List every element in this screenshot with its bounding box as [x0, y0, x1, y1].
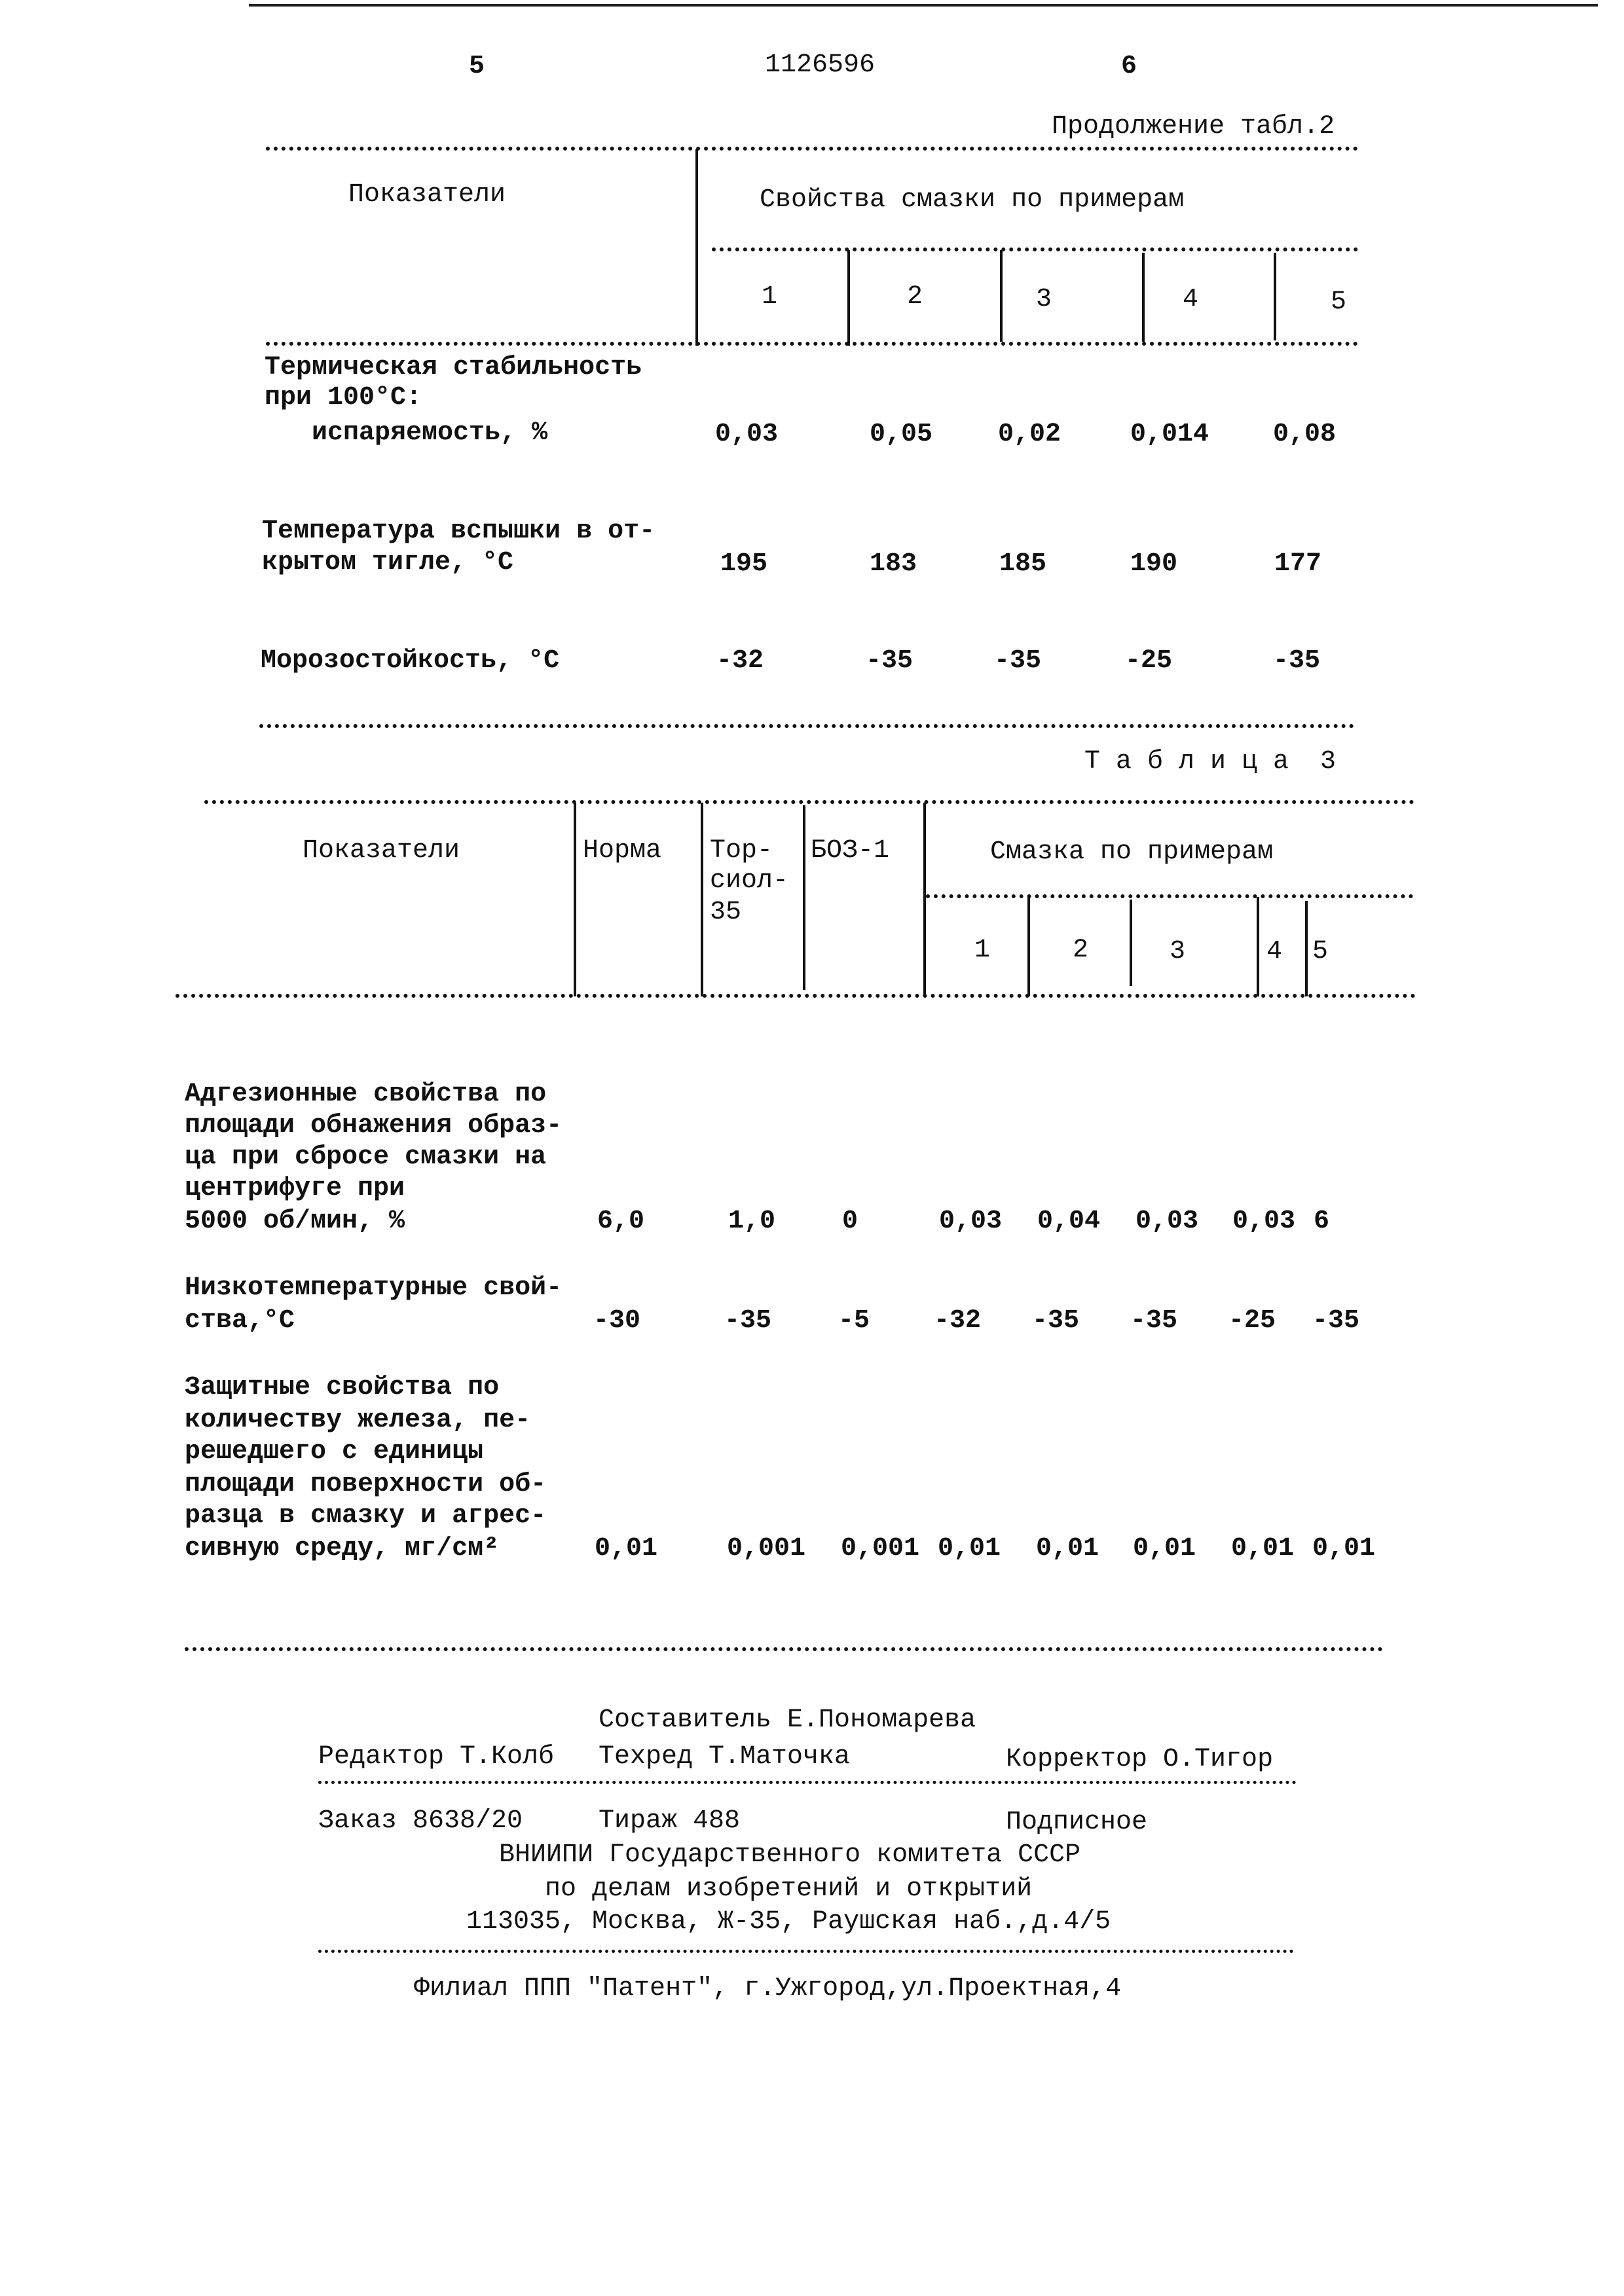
table2-top-rule: [266, 147, 1358, 151]
table2-example-3: 3: [1036, 285, 1052, 314]
table3-example-4: 4: [1266, 937, 1283, 966]
table2-group-header: Свойства смазки по примерам: [760, 185, 1185, 215]
table3-group-header: Смазка по примерам: [990, 837, 1274, 867]
table2-subcol-divider: [847, 250, 850, 346]
cell-value: -35: [724, 1306, 772, 1336]
row-label-line: центрифуге при: [185, 1174, 405, 1203]
cell-value: 0,001: [727, 1534, 806, 1563]
row-label-line: при 100°С:: [265, 383, 422, 412]
table2-subcol-divider: [1274, 253, 1276, 340]
row-label-line: Температура вспышки в от-: [262, 517, 655, 546]
table3-col-divider: [574, 803, 576, 996]
table3-bottom-rule: [185, 1647, 1383, 1651]
cell-value: -32: [934, 1306, 982, 1336]
cell-value: 6,0: [597, 1207, 645, 1236]
imprint-circulation: Тираж 488: [599, 1806, 741, 1836]
cell-value: -35: [1032, 1306, 1080, 1336]
table2-header-bottom-rule: [266, 342, 1358, 346]
cell-value: 0,03: [715, 420, 779, 449]
cell-value: 0,08: [1273, 420, 1337, 449]
imprint-order: Заказ 8638/20: [318, 1806, 523, 1836]
page-number-left: 5: [469, 52, 485, 81]
table3-caption: Т а б л и ц а 3: [1084, 747, 1337, 776]
cell-value: 0,01: [1133, 1534, 1196, 1563]
table3-col-divider: [701, 803, 703, 996]
table3-col-divider: [923, 803, 926, 996]
table2-subcol-divider: [1000, 250, 1003, 342]
cell-value: 177: [1274, 549, 1322, 579]
imprint-compiler: Составитель Е.Пономарева: [599, 1705, 976, 1735]
cell-value: 6: [1314, 1207, 1330, 1236]
row-label-line: площади обнажения образ-: [185, 1111, 563, 1140]
table3-example-3: 3: [1170, 937, 1186, 966]
table3-subheader-rule: [926, 894, 1413, 898]
row-label-line: Термическая стабильность: [265, 353, 642, 382]
table3-example-5: 5: [1312, 937, 1329, 966]
table3-col-header-boz: БОЗ-1: [811, 836, 890, 866]
imprint-subscription: Подписное: [1006, 1808, 1148, 1837]
page-number-right: 6: [1121, 52, 1137, 81]
row-label-line: Низкотемпературные свой-: [185, 1273, 563, 1303]
imprint-corrector: Корректор О.Тигор: [1006, 1745, 1274, 1774]
imprint-org-line2: по делам изобретений и открытий: [545, 1874, 1033, 1904]
cell-value: -35: [866, 646, 913, 676]
table3-subcol-divider: [1257, 897, 1259, 996]
table2-caption: Продолжение табл.2: [1052, 112, 1335, 141]
cell-value: 0,03: [1232, 1207, 1296, 1236]
cell-value: 0,01: [1231, 1534, 1295, 1563]
cell-value: -35: [1273, 646, 1321, 676]
cell-value: -35: [994, 646, 1042, 676]
scan-top-edge: [249, 4, 1598, 7]
table3-subcol-divider: [1305, 901, 1308, 996]
imprint-branch: Филиал ППП "Патент", г.Ужгород,ул.Проектная,4: [414, 1974, 1122, 2003]
row-label-line: ства,°С: [185, 1306, 295, 1336]
row-label-line: Адгезионные свойства по: [185, 1080, 547, 1109]
imprint-address: 113035, Москва, Ж-35, Раушская наб.,д.4/5: [466, 1907, 1111, 1937]
row-label-line: 5000 об/мин, %: [185, 1207, 405, 1236]
cell-value: -35: [1130, 1306, 1178, 1336]
cell-value: -25: [1228, 1306, 1276, 1336]
table3-col-header-torsiol-line: 35: [710, 898, 742, 927]
cell-value: 1,0: [728, 1207, 776, 1236]
imprint-editor: Редактор Т.Колб: [318, 1742, 555, 1772]
table3-col-header-torsiol-line: сиол-: [710, 866, 789, 896]
table3-subcol-divider: [1027, 897, 1030, 996]
table2-bottom-rule: [259, 724, 1354, 728]
table3-col-header-norm: Норма: [583, 836, 662, 866]
cell-value: 0: [842, 1207, 858, 1236]
cell-value: -5: [838, 1306, 870, 1336]
cell-value: 0,03: [939, 1207, 1003, 1236]
row-label-line: решедшего с единицы: [185, 1437, 484, 1467]
cell-value: 0,01: [1036, 1534, 1099, 1563]
table3-example-1: 1: [974, 936, 991, 965]
cell-value: 0,001: [841, 1534, 920, 1563]
table2-subheader-rule: [712, 247, 1358, 251]
imprint-techred: Техред Т.Маточка: [599, 1742, 851, 1772]
cell-value: 185: [999, 549, 1047, 579]
cell-value: -35: [1312, 1306, 1360, 1336]
table2-subcol-divider: [1142, 253, 1145, 342]
cell-value: 0,014: [1130, 420, 1209, 449]
row-label-line: испаряемость, %: [265, 418, 548, 448]
cell-value: -25: [1125, 646, 1173, 676]
imprint-rule: [318, 1950, 1294, 1953]
cell-value: 190: [1130, 549, 1178, 579]
row-label-line: площади поверхности об-: [185, 1470, 547, 1499]
table2-divider: [695, 149, 698, 346]
table3-col-header-indicators: Показатели: [303, 836, 460, 866]
row-label-line: ца при сбросе смазки на: [185, 1142, 547, 1172]
row-label-line: Морозостойкость, °С: [261, 646, 560, 676]
table2-example-1: 1: [762, 282, 778, 312]
table3-col-divider: [803, 805, 805, 990]
cell-value: 0,02: [998, 420, 1061, 449]
cell-value: 0,01: [1312, 1534, 1376, 1563]
cell-value: 195: [720, 549, 768, 579]
cell-value: 0,01: [938, 1534, 1001, 1563]
cell-value: 183: [870, 549, 917, 579]
row-label-line: Защитные свойства по: [185, 1373, 500, 1402]
row-label-line: сивную среду, мг/см²: [185, 1534, 500, 1563]
table3-top-rule: [204, 800, 1414, 804]
row-label-line: количеству железа, пе-: [185, 1406, 531, 1435]
row-label-line: крытом тигле, °С: [262, 548, 514, 577]
cell-value: 0,04: [1037, 1207, 1101, 1236]
cell-value: 0,03: [1135, 1207, 1199, 1236]
cell-value: -30: [593, 1306, 641, 1336]
imprint-org-line1: ВНИИПИ Государственного комитета СССР: [499, 1840, 1081, 1870]
table2-example-5: 5: [1331, 287, 1347, 317]
table2-col-header-indicators: Показатели: [348, 180, 506, 210]
cell-value: -32: [716, 646, 764, 676]
cell-value: 0,01: [595, 1534, 658, 1563]
table3-col-header-torsiol-line: Тор-: [710, 836, 773, 866]
table3-header-bottom-rule: [175, 994, 1416, 998]
table3-subcol-divider: [1130, 900, 1132, 986]
table2-example-2: 2: [907, 282, 923, 312]
table2-example-4: 4: [1183, 285, 1199, 314]
table3-example-2: 2: [1073, 936, 1089, 965]
cell-value: 0,05: [870, 420, 933, 449]
row-label-line: разца в смазку и агрес-: [185, 1501, 547, 1531]
imprint-rule: [318, 1781, 1297, 1784]
patent-number: 1126596: [765, 50, 876, 80]
